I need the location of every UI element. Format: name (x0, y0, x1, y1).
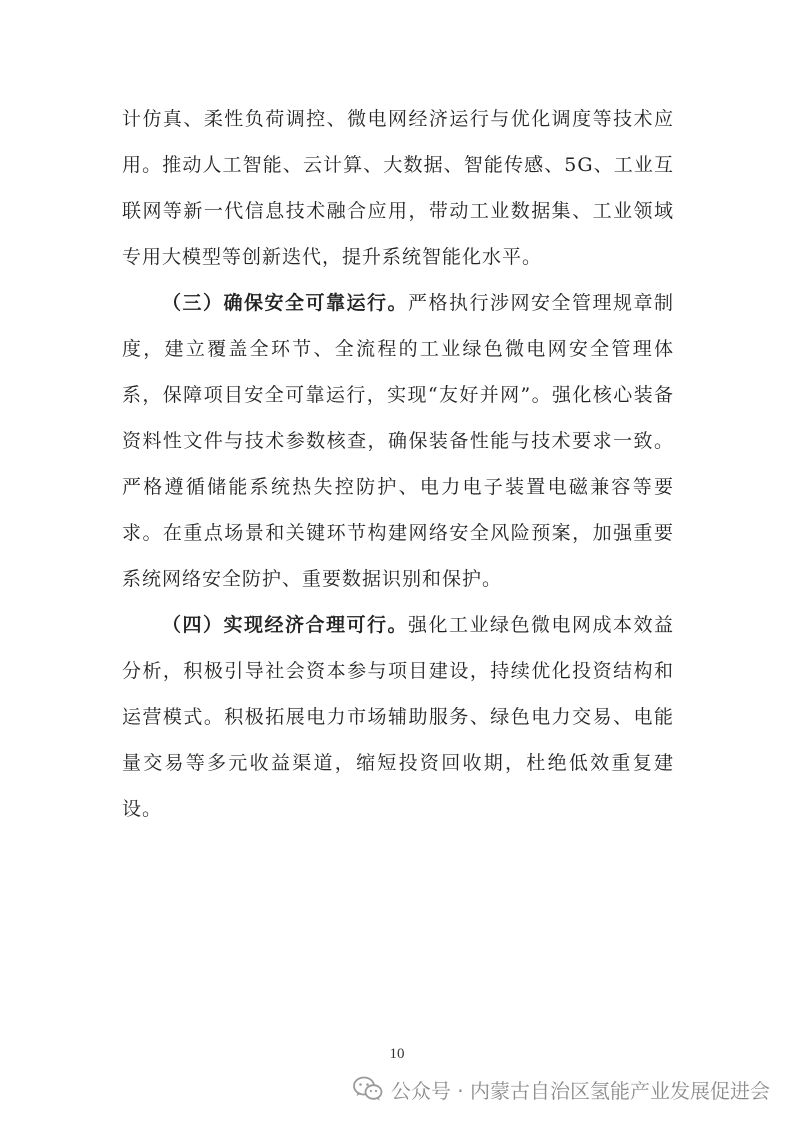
document-body (122, 96, 674, 832)
page-number: 10 (389, 1046, 405, 1062)
watermark (353, 1074, 770, 1104)
paragraph-3-text: 强化工业绿色微电网成本效益分析，积极引导社会资本参与项目建设，持续优化投资结构和运营模式。积极拓展电力市场辅助服务、绿色电力交易、电能量交易等多元收益渠道，缩短投资回收期，杜绝低效重复建设。 (122, 614, 674, 820)
paragraph-1-text: 计仿真、柔性负荷调控、微电网经济运行与优化调度等技术应用。推动人工智能、云计算、大数据、智能传感、5G、工业互联网等新一代信息技术融合应用，带动工业数据集、工业领域专用大模型等创新迭代，提升系统智能化水平。 (122, 108, 674, 268)
paragraph-2 (122, 280, 674, 602)
paragraph-1 (122, 96, 674, 280)
wechat-icon (353, 1076, 383, 1102)
paragraph-2-text: 严格执行涉网安全管理规章制度，建立覆盖全环节、全流程的工业绿色微电网安全管理体系，保障项目安全可靠运行，实现“友好并网”。强化核心装备资料性文件与技术参数核查，确保装备性能与技术要求一致。严格遵循储能系统热失控防护、电力电子装置电磁兼容等要求。在重点场景和关键环节构建网络安全风险预案，加强重要系统网络安全防护、重要数据识别和保护。 (122, 292, 674, 590)
section-heading-4: （四）实现经济合理可行。 (162, 614, 408, 636)
section-heading-3: （三）确保安全可靠运行。 (162, 292, 408, 314)
paragraph-3 (122, 602, 674, 832)
watermark-text: 公众号 · 内蒙古自治区氢能产业发展促进会 (390, 1078, 770, 1103)
